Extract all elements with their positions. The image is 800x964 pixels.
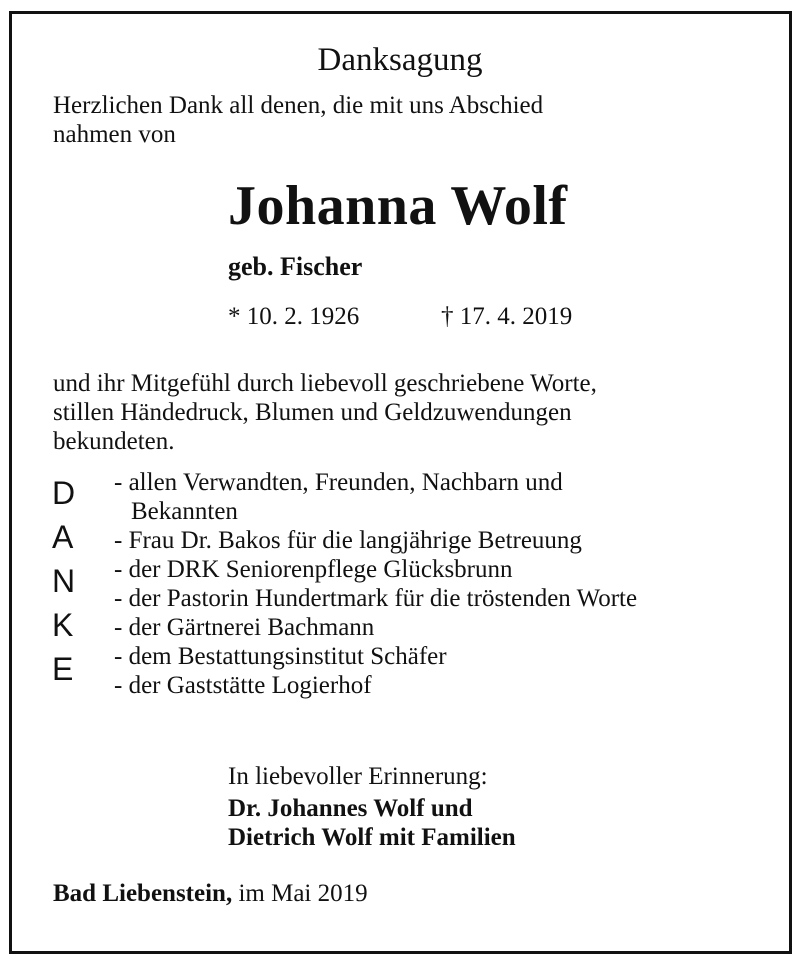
paragraph-line: stillen Händedruck, Blumen und Geldzuwendungen <box>53 399 572 426</box>
closing-block <box>228 762 516 852</box>
danke-letter: E <box>52 651 74 687</box>
danke-letter: A <box>52 519 74 555</box>
danke-letter: D <box>52 475 76 511</box>
danke-letter: N <box>52 563 76 599</box>
footer-place: Bad Liebenstein, <box>53 880 233 907</box>
birth-date: * 10. 2. 1926 <box>228 303 360 330</box>
deceased-name: Johanna Wolf <box>228 175 568 237</box>
thanks-item: - allen Verwandten, Freunden, Nachbarn und <box>114 469 563 496</box>
intro-text <box>53 91 543 149</box>
danke-letter: K <box>52 607 74 643</box>
death-date: † 17. 4. 2019 <box>441 303 573 330</box>
thanks-item: - der Pastorin Hundertmark für die tröstenden Worte <box>114 585 638 612</box>
thanks-item: Bekannten <box>131 498 238 525</box>
thanks-item: - der DRK Seniorenpflege Glücksbrunn <box>114 556 513 583</box>
thanks-item: - der Gaststätte Logierhof <box>114 672 372 699</box>
maiden-name: geb. Fischer <box>228 252 363 281</box>
footer-date: im Mai 2019 <box>232 880 368 907</box>
footer-line <box>53 879 368 908</box>
signatory: Dr. Johannes Wolf und <box>228 795 473 822</box>
paragraph-line: bekundeten. <box>53 428 175 455</box>
thanks-list <box>114 468 637 700</box>
closing-line: In liebevoller Erinnerung: <box>228 763 488 790</box>
intro-line: Herzlichen Dank all denen, die mit uns Abschied <box>53 92 544 119</box>
thanks-item: - dem Bestattungsinstitut Schäfer <box>114 643 447 670</box>
thanks-item: - der Gärtnerei Bachmann <box>114 614 375 641</box>
notice-heading: Danksagung <box>317 42 483 78</box>
paragraph-line: und ihr Mitgefühl durch liebevoll geschriebene Worte, <box>53 370 597 397</box>
thanks-item: - Frau Dr. Bakos für die langjährige Betreuung <box>114 527 582 554</box>
intro-line: nahmen von <box>53 121 176 148</box>
signatory: Dietrich Wolf mit Familien <box>228 824 516 851</box>
gratitude-paragraph <box>53 369 597 456</box>
